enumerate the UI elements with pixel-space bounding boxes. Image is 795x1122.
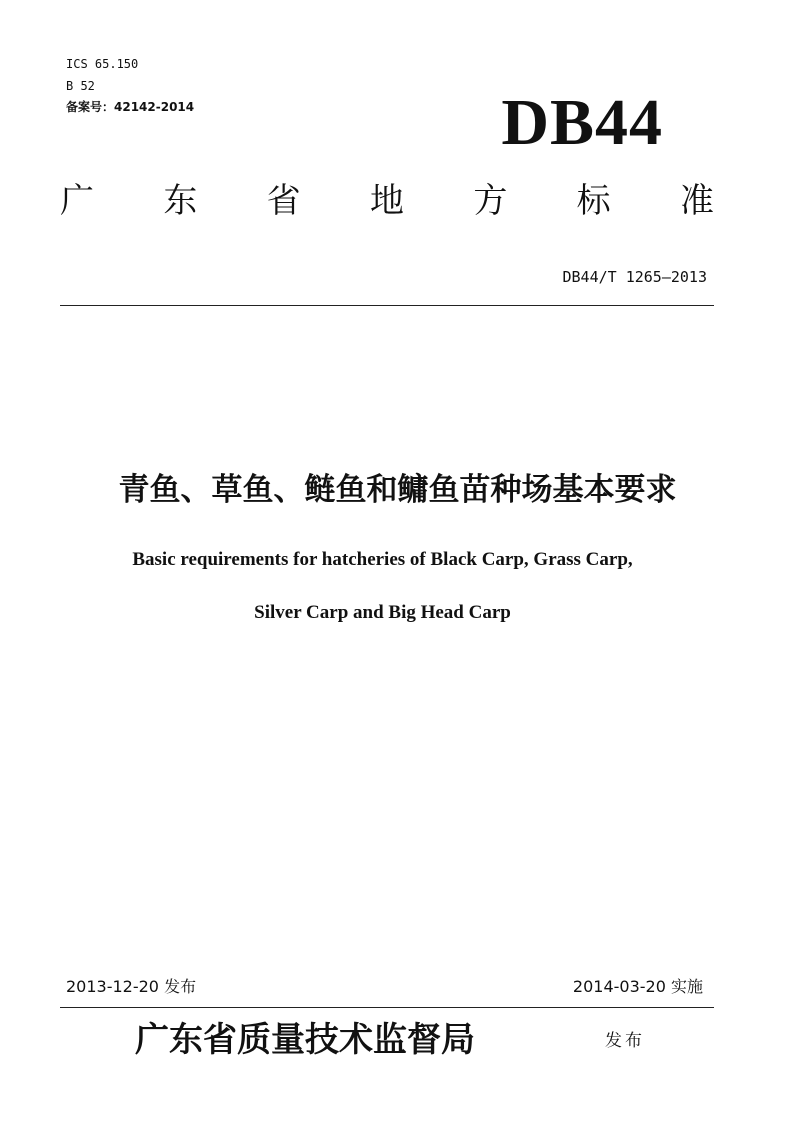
issue-date: 2013-12-20 发布 xyxy=(66,977,197,996)
document-title-english-line2: Silver Carp and Big Head Carp xyxy=(254,602,511,623)
standard-number: DB44/T 1265—2013 xyxy=(562,268,707,286)
standard-type-char: 广 xyxy=(60,181,94,221)
standard-type xyxy=(60,180,714,222)
standard-type-char: 准 xyxy=(679,181,714,221)
standard-code-large: DB44 xyxy=(501,86,663,159)
publish-label: 发布 xyxy=(605,1031,645,1051)
document-title-english-line1: Basic requirements for hatcheries of Black Carp, Grass Carp, xyxy=(132,549,633,570)
standard-type-char: 标 xyxy=(576,181,611,221)
implementation-date: 2014-03-20 实施 xyxy=(572,977,703,996)
standard-type-char: 东 xyxy=(163,181,198,221)
classification-code: B 52 xyxy=(66,79,95,93)
document-title-chinese: 青鱼、草鱼、鲢鱼和鳙鱼苗种场基本要求 xyxy=(118,472,677,508)
bottom-divider xyxy=(60,1007,714,1008)
standard-type-char: 地 xyxy=(369,181,404,221)
top-divider xyxy=(60,305,714,306)
standard-type-char: 方 xyxy=(473,181,508,221)
standard-type-char: 省 xyxy=(266,181,301,221)
ics-code: ICS 65.150 xyxy=(66,57,139,71)
publisher-name: 广东省质量技术监督局 xyxy=(135,1020,475,1060)
registration-number: 备案号：42142-2014 xyxy=(66,100,195,114)
